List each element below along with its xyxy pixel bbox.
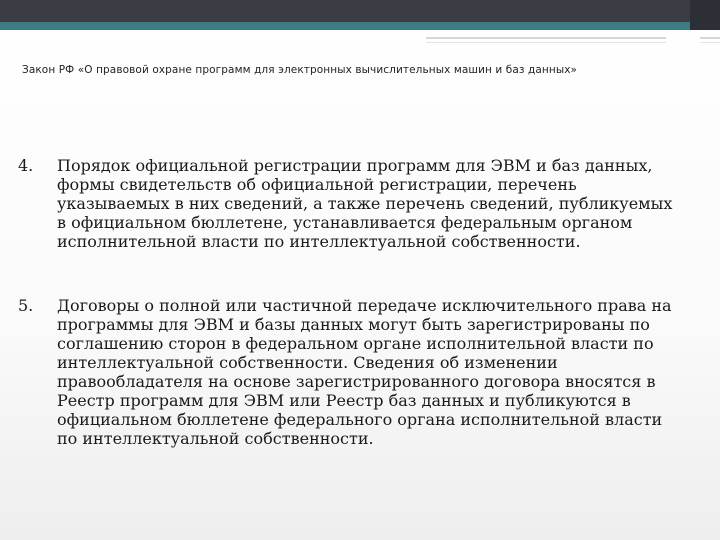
item-text: Договоры о полной или частичной передаче исключительного права на программы для ЭВМ и базы данных могут быть зарегистрированы по соглашению сторон в федеральном органе исполнительной власти по интеллектуальной собственности. Сведения об изменении правообладателя на основе зарегистрированного договора вносятся в Реестр программ для ЭВМ или Реестр баз данных и публикуются в официальном бюллетене федерального органа исполнительной власти по интеллектуальной собственности. bbox=[57, 296, 672, 448]
slide-title: Закон РФ «О правовой охране программ для электронных вычислительных машин и баз данных» bbox=[22, 64, 578, 76]
decorative-rule bbox=[426, 42, 666, 43]
item-number: 4. bbox=[18, 156, 34, 175]
corner-block bbox=[690, 0, 720, 30]
list-item bbox=[18, 296, 678, 448]
decorative-rule bbox=[700, 37, 720, 39]
decorative-rule bbox=[700, 42, 720, 43]
accent-bar bbox=[0, 22, 720, 30]
list-item bbox=[18, 156, 678, 251]
item-number: 5. bbox=[18, 296, 34, 315]
decorative-rule bbox=[426, 37, 666, 39]
item-text: Порядок официальной регистрации программ для ЭВМ и баз данных, формы свидетельств об официальной регистрации, перечень указываемых в них сведений, а также перечень сведений, публикуемых в официальном бюллетене, устанавливается федеральным органом исполнительной власти по интеллектуальной собственности. bbox=[57, 156, 673, 251]
top-band bbox=[0, 0, 720, 22]
